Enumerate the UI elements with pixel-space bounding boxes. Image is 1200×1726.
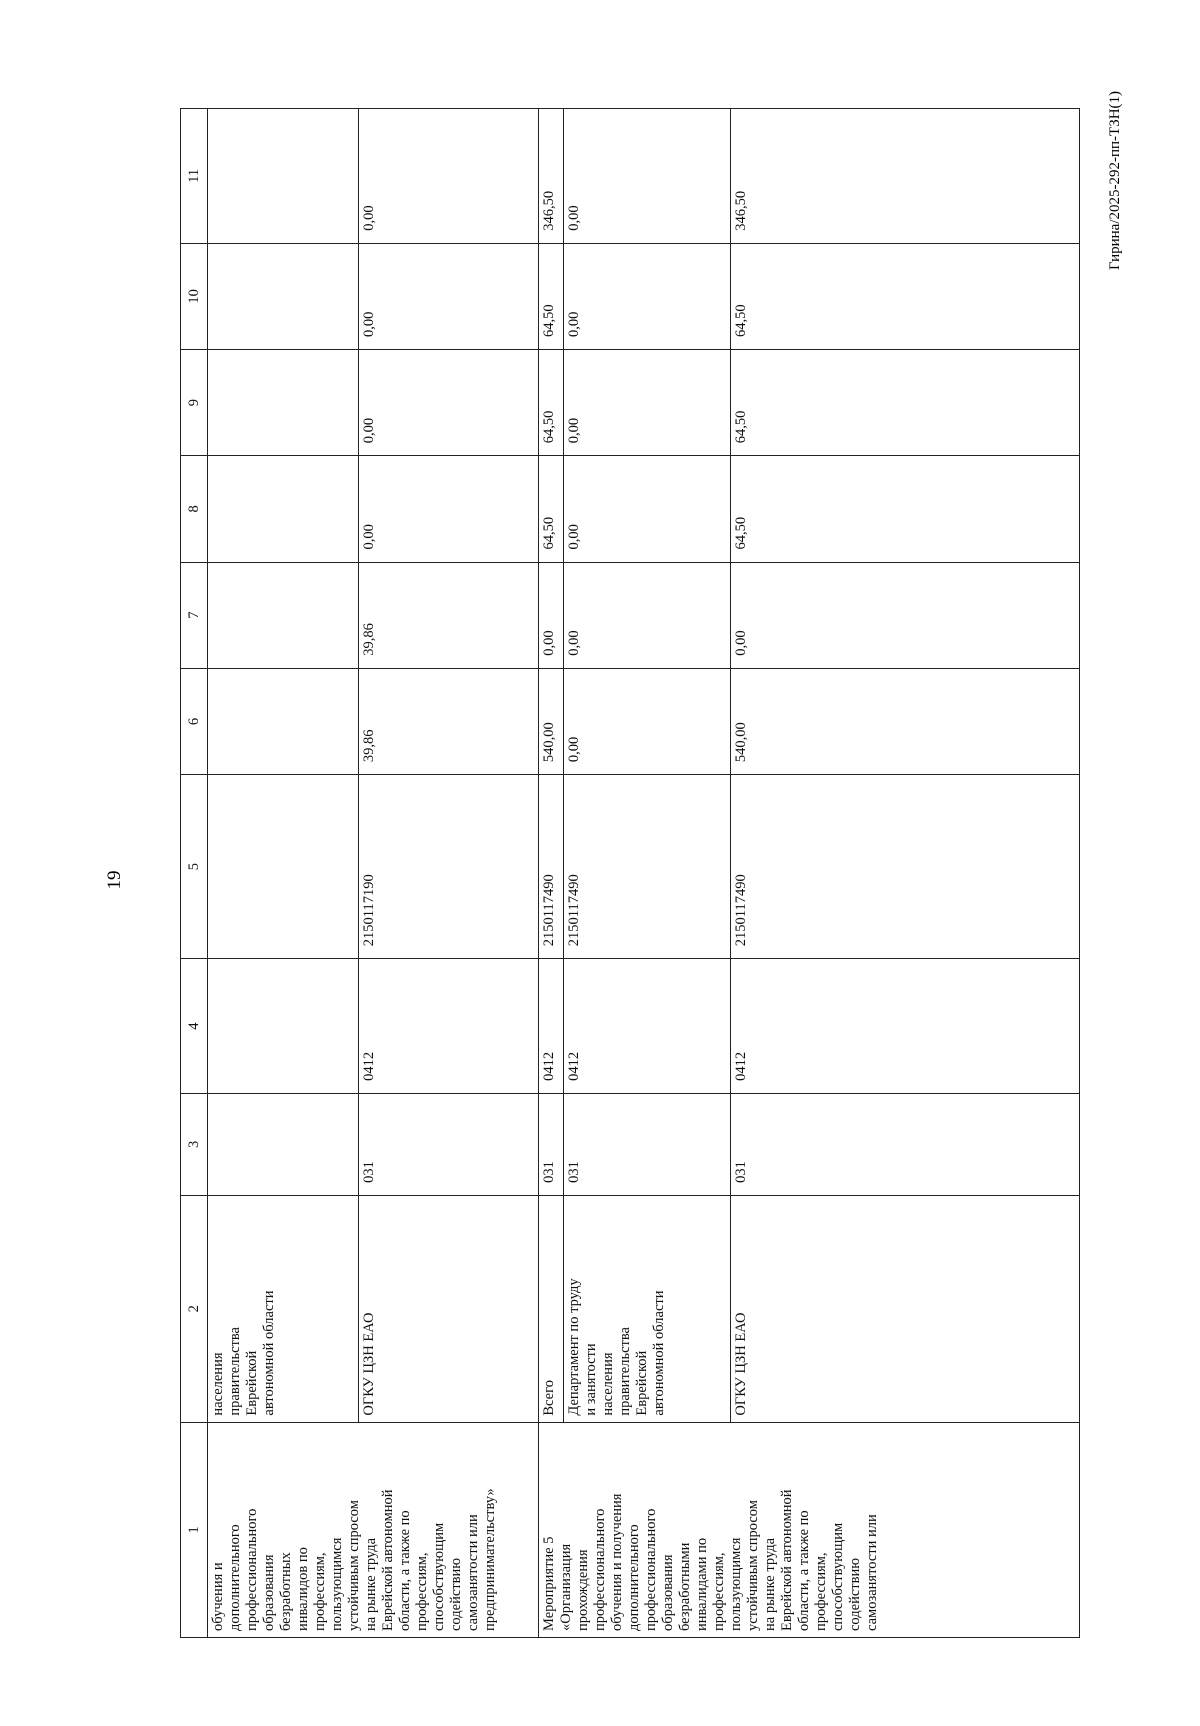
- table-cell: [208, 456, 359, 562]
- table-cell: 0,00: [563, 668, 730, 774]
- table-cell: 2150117490: [730, 775, 1079, 959]
- table-row: [208, 109, 359, 1638]
- column-header: 2: [181, 1195, 208, 1422]
- column-header: 5: [181, 775, 208, 959]
- executor-cell: населения правительства Еврейской автономной области: [208, 1195, 359, 1422]
- table-cell: 64,50: [539, 243, 564, 349]
- event4-name-cell: обучения и дополнительного профессионального образования безработных инвалидов по профессиям, пользующимся устойчивым спросом на рынке труда Еврейской автономной области, а также по профессиям, способствующим содействию самозанятости или предпринимательству»: [208, 1422, 539, 1637]
- table-cell: 64,50: [730, 243, 1079, 349]
- table-cell: 346,50: [539, 109, 564, 244]
- table-row: [539, 109, 564, 1638]
- table-cell: 39,86: [359, 562, 539, 668]
- table-cell: 346,50: [730, 109, 1079, 244]
- table-cell: 0,00: [730, 562, 1079, 668]
- table-cell: [208, 1093, 359, 1195]
- table-cell: 2150117190: [359, 775, 539, 959]
- table-cell: [208, 668, 359, 774]
- column-header: 6: [181, 668, 208, 774]
- table-cell: 0412: [359, 959, 539, 1094]
- budget-table-rotated: [180, 108, 1080, 1638]
- table-cell: 2150117490: [563, 775, 730, 959]
- column-header: 1: [181, 1422, 208, 1637]
- table-cell: 0,00: [359, 456, 539, 562]
- table-cell: 0,00: [359, 350, 539, 456]
- table-row: [730, 109, 1079, 1638]
- column-header: 10: [181, 243, 208, 349]
- budget-table: [180, 108, 1080, 1638]
- table-cell: 64,50: [539, 456, 564, 562]
- table-cell: 0,00: [359, 109, 539, 244]
- document-code: Гирина/2025-292-пп-ТЗН(1): [1107, 90, 1123, 270]
- table-cell: 0,00: [563, 562, 730, 668]
- table-cell: 540,00: [730, 668, 1079, 774]
- table-cell: 0,00: [563, 456, 730, 562]
- column-header: 7: [181, 562, 208, 668]
- table-cell: 39,86: [359, 668, 539, 774]
- table-row: [359, 109, 539, 1638]
- table-cell: 64,50: [730, 456, 1079, 562]
- table-cell: [208, 775, 359, 959]
- table-cell: 0412: [539, 959, 564, 1094]
- table-cell: 2150117490: [539, 775, 564, 959]
- page-number: 19: [104, 870, 125, 890]
- executor-cell: Департамент по труду и занятости населения правительства Еврейской автономной области: [563, 1195, 730, 1422]
- executor-cell: ОГКУ ЦЗН ЕАО: [730, 1195, 1079, 1422]
- table-cell: [208, 959, 359, 1094]
- table-cell: 0,00: [563, 109, 730, 244]
- column-header: 9: [181, 350, 208, 456]
- executor-cell: ОГКУ ЦЗН ЕАО: [359, 1195, 539, 1422]
- table-cell: 0,00: [539, 562, 564, 668]
- table-cell: 540,00: [539, 668, 564, 774]
- table-cell: 64,50: [539, 350, 564, 456]
- executor-cell: Всего: [539, 1195, 564, 1422]
- table-cell: 0,00: [563, 350, 730, 456]
- table-cell: 031: [730, 1093, 1079, 1195]
- table-cell: 64,50: [730, 350, 1079, 456]
- table-cell: 0412: [730, 959, 1079, 1094]
- table-row: [563, 109, 730, 1638]
- table-cell: 031: [539, 1093, 564, 1195]
- table-cell: 0,00: [563, 243, 730, 349]
- column-header: 8: [181, 456, 208, 562]
- column-header: 4: [181, 959, 208, 1094]
- table-cell: 031: [359, 1093, 539, 1195]
- table-cell: [208, 562, 359, 668]
- table-cell: 031: [563, 1093, 730, 1195]
- table-cell: [208, 350, 359, 456]
- event5-name-cell: Мероприятие 5 «Организация прохождения профессионального обучения и получения дополнительного профессионального образования безработными инвалидами по профессиям, пользующимся устойчивым спросом на рынке труда Еврейской автономной области, а также по профессиям, способствующим содействию самозанятости или: [539, 1422, 1080, 1637]
- header-row: [181, 109, 208, 1638]
- column-header: 11: [181, 109, 208, 244]
- table-cell: 0,00: [359, 243, 539, 349]
- column-header: 3: [181, 1093, 208, 1195]
- table-cell: 0412: [563, 959, 730, 1094]
- table-cell: [208, 243, 359, 349]
- table-cell: [208, 109, 359, 244]
